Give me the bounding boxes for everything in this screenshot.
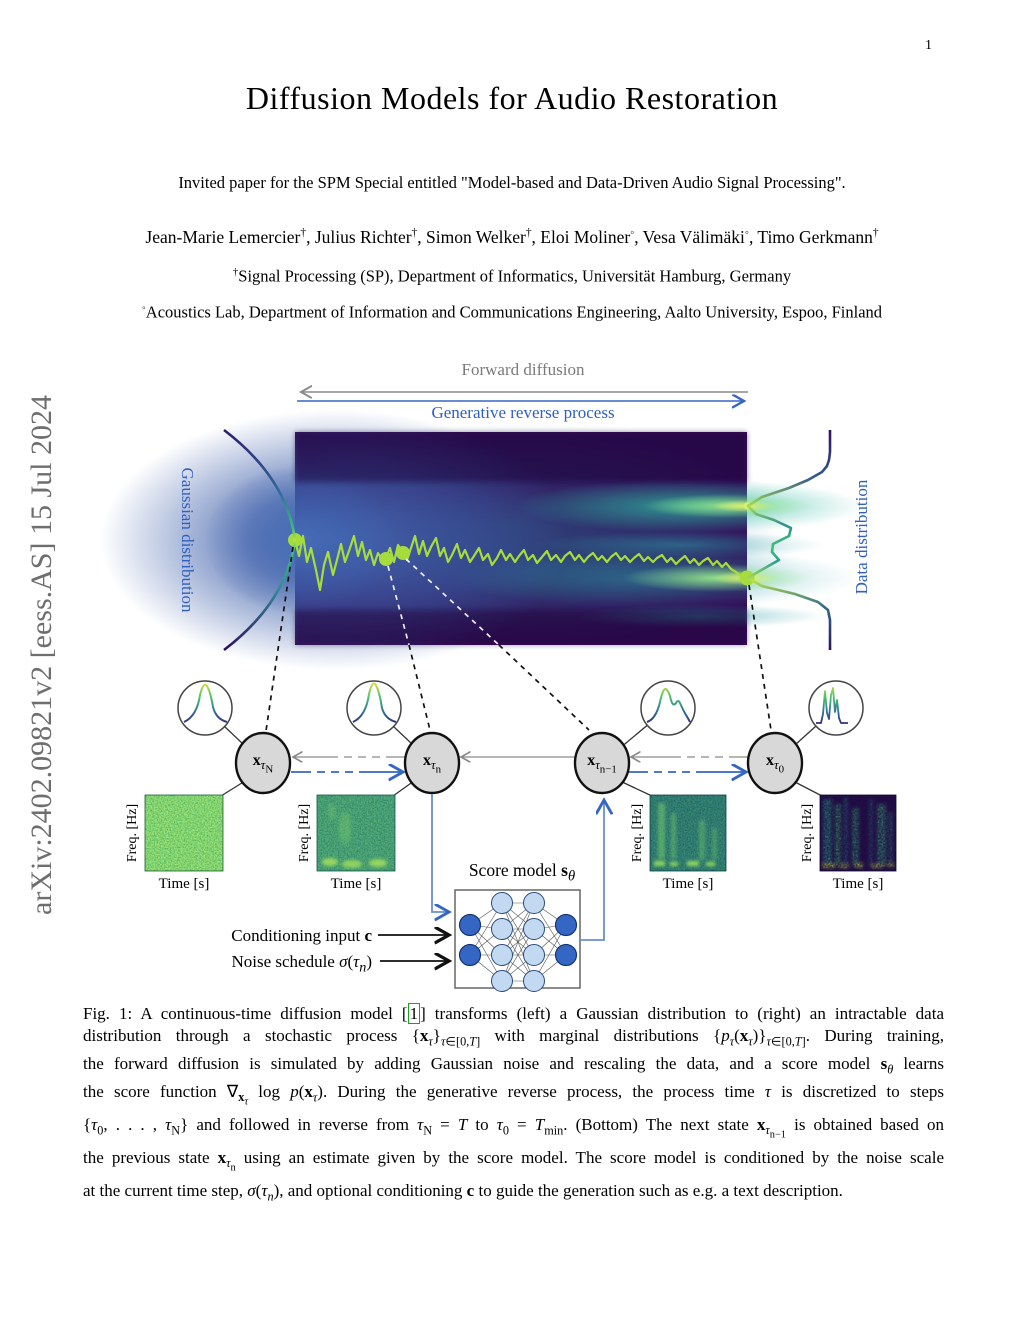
node-label-xtauN: $x_{\tau_N}$ xyxy=(252,752,274,776)
caption-line: distribution through a stochastic process $\{x_\tau\}_{\tau\in[0,T]}$ with marginal distributions $\{p_\tau(x_\tau)\}_{\tau\in[0,T]}$. During training, xyxy=(83,1026,944,1049)
trajectory-dot xyxy=(379,552,393,566)
page-number: 1 xyxy=(925,38,932,53)
time-axis-label: Time [s] xyxy=(330,876,382,892)
caption-line: the previous state $x_{\tau_n}$ using an estimate given by the score model. The score model is conditioned by the noise scale xyxy=(83,1147,944,1174)
figure-caption xyxy=(83,1003,944,1208)
caption-line: at the current time step, $\sigma(\tau_n)$, and optional conditioning c to guide the generation such as e.g. a text description. xyxy=(83,1181,843,1204)
freq-axis-label: Freq. [Hz] xyxy=(630,803,645,863)
state-nodes xyxy=(236,733,802,793)
citation-1[interactable]: 1 xyxy=(409,1004,419,1023)
mini-distribution-circles xyxy=(178,681,863,735)
gaussian-distribution-label: Gaussian distribution xyxy=(178,467,197,613)
reverse-process-label: Generative reverse process xyxy=(431,403,615,422)
spectrogram-clean xyxy=(820,795,896,871)
affiliation-1: †Signal Processing (SP), Department of Informatics, Universität Hamburg, Germany xyxy=(232,266,792,286)
data-distribution-label: Data distribution xyxy=(852,479,871,595)
caption-line: the score function $\nabla_{x_\tau}$ $\log p(x_\tau)$. During the generative reverse process, the process time τ is discretized to steps xyxy=(83,1081,944,1108)
conditioning-arrows xyxy=(378,935,449,961)
caption-line: the forward diffusion is simulated by adding Gaussian noise and rescaling the data, and a score model $s_\theta$ learns xyxy=(83,1053,944,1077)
forward-diffusion-label: Forward diffusion xyxy=(461,360,585,379)
freq-axis-label: Freq. [Hz] xyxy=(125,803,140,863)
caption-line: Fig. 1: A continuous-time diffusion model [ 1 ] transforms (left) a Gaussian distribution to (right) an intractable data xyxy=(83,1004,944,1023)
affiliation-2: ◦Acoustics Lab, Department of Information and Communications Engineering, Aalto University, Espoo, Finland xyxy=(141,302,883,322)
freq-axis-label: Freq. [Hz] xyxy=(297,803,312,863)
time-axis-label: Time [s] xyxy=(662,876,714,892)
arxiv-watermark: arXiv:2402.09821v2 [eess.AS] 15 Jul 2024 xyxy=(25,395,58,915)
spectrogram-mid-noisy xyxy=(317,795,395,871)
noise-schedule-label: Noise schedule $\sigma(\tau_n)$ xyxy=(231,952,372,976)
diffusion-heatmap xyxy=(100,410,865,670)
author-list: Jean-Marie Lemercier†, Julius Richter†, Simon Welker†, Eloi Moliner◦, Vesa Välimäki◦, Timo Gerkmann† xyxy=(145,227,879,247)
paper-subtitle: Invited paper for the SPM Special entitled "Model-based and Data-Driven Audio Signal Processing". xyxy=(178,173,846,192)
markov-chain-arrows xyxy=(291,757,749,772)
node-label-xtaun: $x_{\tau_n}$ xyxy=(422,752,442,776)
freq-axis-label: Freq. [Hz] xyxy=(800,803,815,863)
node-label-xtaun-1: $x_{\tau_{n-1}}$ xyxy=(587,752,617,776)
spectrogram-noisy xyxy=(145,795,223,871)
score-model-box xyxy=(455,890,580,992)
trajectory-dot xyxy=(396,546,410,560)
node-connectors xyxy=(205,708,836,796)
time-axis-label: Time [s] xyxy=(832,876,884,892)
node-label-xtau0: $x_{\tau_0}$ xyxy=(765,752,785,776)
conditioning-input-label: Conditioning input c xyxy=(231,926,372,945)
caption-line: {$\tau_0$, . . . , $\tau_N$} and followed in reverse from $\tau_N = T$ to $\tau_0 = T_{min}$. (Bottom) The next state $x_{\tau_{n-1}}$ is obtained based on xyxy=(83,1114,944,1141)
paper-title: Diffusion Models for Audio Restoration xyxy=(245,80,779,116)
score-model-label: Score model $s_\theta$ xyxy=(468,860,576,885)
spectrogram-less-noisy xyxy=(650,795,726,871)
time-axis-label: Time [s] xyxy=(158,876,210,892)
